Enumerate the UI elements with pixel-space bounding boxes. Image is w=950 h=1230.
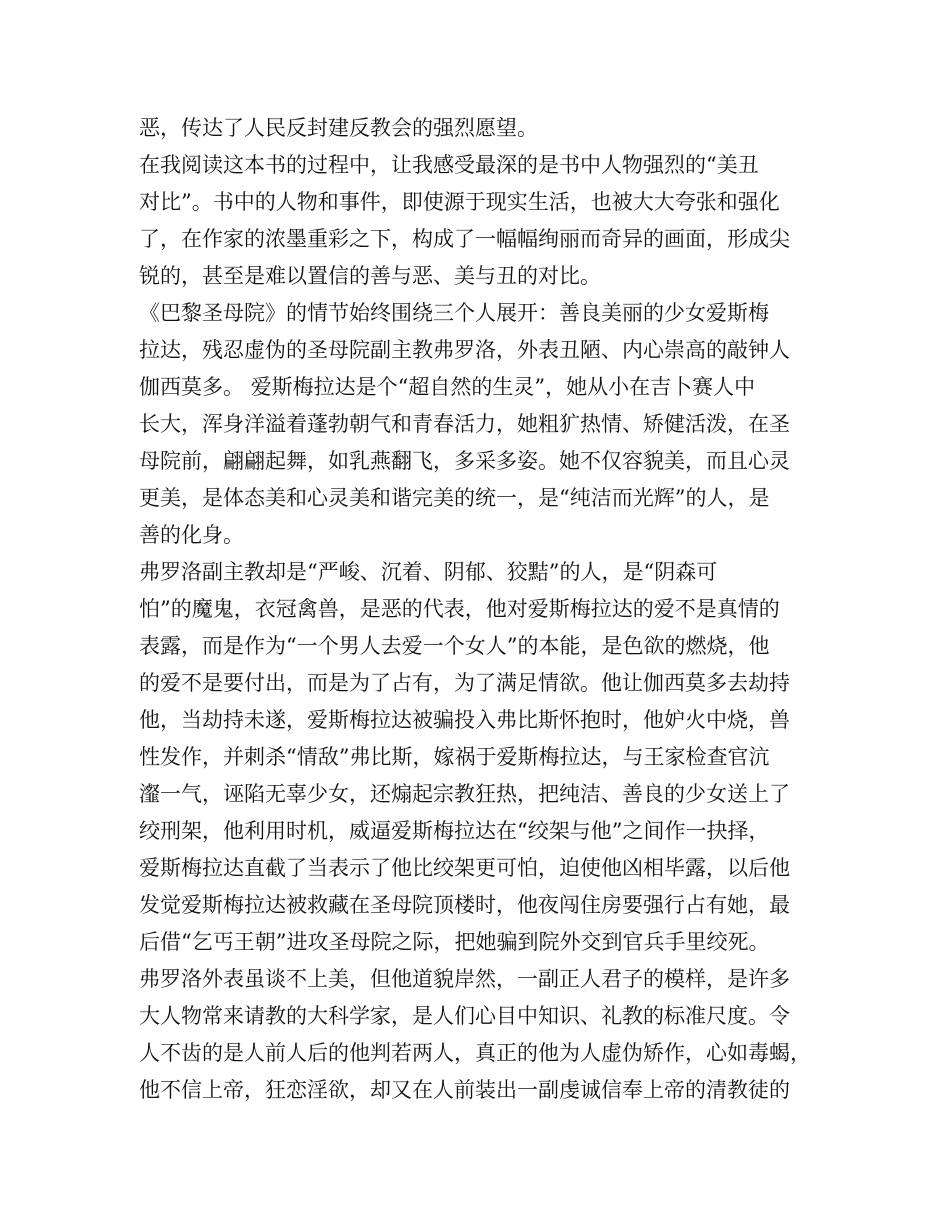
text-line: 弗罗洛副主教却是“严峻、沉着、阴郁、狡黠”的人，是“阴森可	[139, 560, 718, 584]
text-line: 表露，而是作为“一个男人去爱一个女人”的本能，是色欲的燃烧，他	[139, 634, 770, 658]
text-line: 绞刑架，他利用时机，威逼爱斯梅拉达在“绞架与他”之间作一抉择，	[139, 819, 770, 843]
text-line: 怕”的魔鬼，衣冠禽兽，是恶的代表，他对爱斯梅拉达的爱不是真情的	[139, 597, 780, 621]
text-line: 恶，传达了人民反封建反教会的强烈愿望。	[139, 116, 538, 140]
text-line: 善的化身。	[139, 523, 244, 547]
text-line: 的爱不是要付出，而是为了占有，为了满足情欲。他让伽西莫多去劫持	[139, 671, 790, 695]
text-line: 伽西莫多。 爱斯梅拉达是个“超自然的生灵”，她从小在吉卜赛人中	[139, 375, 756, 399]
text-line: 人不齿的是人前人后的他判若两人，真正的他为人虚伪矫作，心如毒蝎，	[139, 1041, 811, 1065]
text-line: 在我阅读这本书的过程中，让我感受最深的是书中人物强烈的“美丑	[139, 153, 759, 177]
text-line: 爱斯梅拉达直截了当表示了他比绞架更可怕，迫使他凶相毕露，以后他	[139, 856, 790, 880]
text-line: 弗罗洛外表虽谈不上美，但他道貌岸然，一副正人君子的模样，是许多	[139, 967, 790, 991]
body-text	[139, 110, 829, 1109]
text-line: 性发作，并刺杀“情敌”弗比斯，嫁祸于爱斯梅拉达，与王家检查官沆	[139, 745, 770, 769]
text-line: 更美，是体态美和心灵美和谐完美的统一，是“纯洁而光辉”的人，是	[139, 486, 770, 510]
text-line: 发觉爱斯梅拉达被救藏在圣母院顶楼时，他夜闯住房要强行占有她，最	[139, 893, 790, 917]
text-line: 长大，浑身洋溢着蓬勃朝气和青春活力，她粗犷热情、矫健活泼，在圣	[139, 412, 790, 436]
text-line: 了，在作家的浓墨重彩之下，构成了一幅幅绚丽而奇异的画面，形成尖	[139, 227, 790, 251]
text-line: 《巴黎圣母院》的情节始终围绕三个人展开：善良美丽的少女爱斯梅	[139, 301, 769, 325]
text-line: 对比”。书中的人物和事件，即使源于现实生活，也被大大夸张和强化	[139, 190, 780, 214]
text-line: 他，当劫持未遂，爱斯梅拉达被骗投入弗比斯怀抱时，他妒火中烧，兽	[139, 708, 790, 732]
text-line: 锐的，甚至是难以置信的善与恶、美与丑的对比。	[139, 264, 601, 288]
text-line: 大人物常来请教的大科学家，是人们心目中知识、礼教的标准尺度。令	[139, 1004, 790, 1028]
text-line: 母院前，翩翩起舞，如乳燕翻飞，多采多姿。她不仅容貌美，而且心灵	[139, 449, 790, 473]
text-line: 他不信上帝，狂恋淫欲，却又在人前装出一副虔诚信奉上帝的清教徒的	[139, 1078, 790, 1102]
text-line: 拉达，残忍虚伪的圣母院副主教弗罗洛，外表丑陋、内心崇高的敲钟人	[139, 338, 790, 362]
text-line: 瀣一气，诬陷无辜少女，还煽起宗教狂热，把纯洁、善良的少女送上了	[139, 782, 790, 806]
text-line: 后借“乞丐王朝”进攻圣母院之际，把她骗到院外交到官兵手里绞死。	[139, 930, 770, 954]
